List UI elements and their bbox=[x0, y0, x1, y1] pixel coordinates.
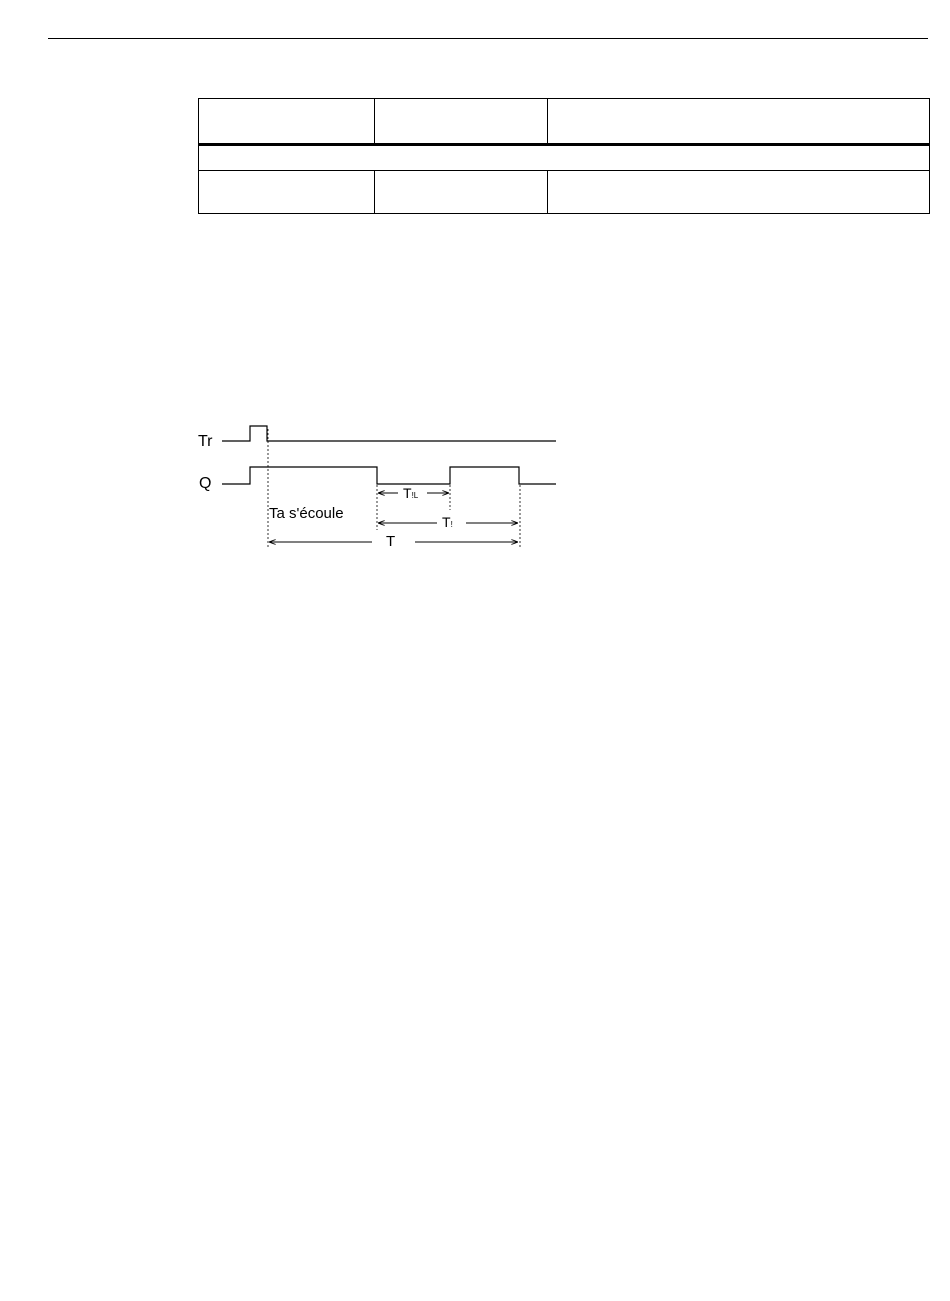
signal-label-tr: Tr bbox=[198, 433, 213, 450]
spec-table bbox=[198, 98, 930, 214]
dimension-label-period: T bbox=[386, 533, 396, 550]
timing-diagram bbox=[190, 415, 570, 555]
table-cell bbox=[375, 171, 548, 214]
table-cell bbox=[548, 171, 930, 214]
elapsed-time-label: Ta s'écoule bbox=[269, 505, 344, 522]
page-header-rule bbox=[48, 38, 928, 39]
signal-label-q: Q bbox=[199, 475, 212, 492]
table-section-cell bbox=[199, 145, 930, 171]
dimension-label-t: T! bbox=[442, 514, 453, 530]
table-header-cell bbox=[548, 99, 930, 145]
table-row bbox=[199, 171, 930, 214]
table-section-row bbox=[199, 145, 930, 171]
table-cell bbox=[199, 171, 375, 214]
output-waveform bbox=[222, 467, 556, 484]
dimension-label-tl: T!L bbox=[403, 485, 419, 501]
table-header-cell bbox=[199, 99, 375, 145]
trigger-waveform bbox=[222, 426, 556, 441]
table-header-cell bbox=[375, 99, 548, 145]
table-header-row bbox=[199, 99, 930, 145]
